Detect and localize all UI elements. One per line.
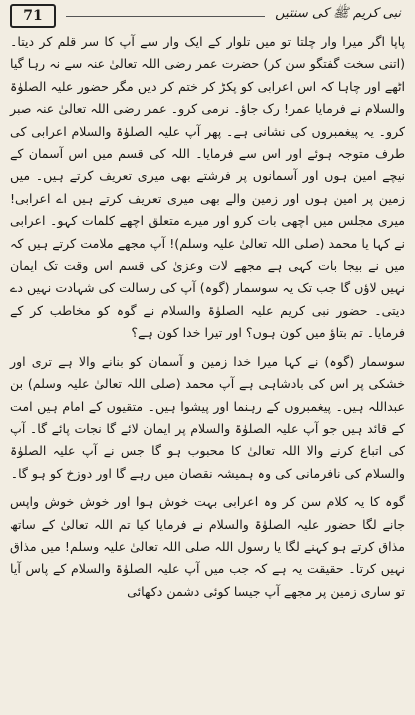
page-header bbox=[10, 4, 405, 26]
paragraph: پاپا اگر میرا وار چلتا تو میں تلوار کے ایک وار سے آپ کا سر قلم کر دیتا۔ (اتنی سخت گفتگو سن کر) حضرت عمر رضی اللہ تعالیٰ عنہ سے نہ رہا گیا اٹھے اور چاہا کہ اس اعرابی کو پکڑ کر ختم کر دیں مگر حضور علیہ الصلوٰۃ والسلام نے فرمایا عمر! رک جاؤ۔ نرمی کرو۔ عمر رضی اللہ تعالیٰ عنہ صبر کرو۔ یہ پیغمبروں کی نشانی ہے۔ پھر آپ علیہ الصلوٰۃ والسلام اعرابی کی طرف متوجہ ہوئے اور اس سے فرمایا۔ اللہ کی قسم میں اس آسمان کے نیچے امین ہوں اور آسمانوں پر فرشتے بھی میری تعریف کرتے ہیں۔ میں زمین پر امین ہوں اور زمین والے بھی میری تعریف کرتے ہیں اے اعرابی! میری مجلس میں اچھی بات کرو اور میرے متعلق اچھے کلمات کہو۔ اعرابی نے کہا یا محمد (صلی اللہ تعالیٰ علیہ وسلم)! آپ مجھے ملامت کرتے ہیں کہ میں نے بیجا بات کہی ہے مجھے لات وعزیٰ کی قسم اس وقت تک ایمان نہیں لاؤں گا جب تک یہ سوسمار (گوہ) آپ کی رسالت کی شہادت نہیں دے دیتی۔ حضور نبی کریم علیہ الصلوٰۃ والسلام نے گوہ کو مخاطب کر کے فرمایا۔ تم بتاؤ میں کون ہوں؟ اور تیرا خدا کون ہے؟ bbox=[10, 34, 405, 341]
page-body bbox=[10, 31, 405, 711]
page-number: 71 bbox=[10, 4, 56, 28]
paragraph: سوسمار (گوہ) نے کہا میرا خدا زمین و آسمان کو بنانے والا ہے تری اور خشکی پر اس کی بادشاہی ہے آپ محمد (صلی اللہ تعالیٰ علیہ وسلم) بن عبداللہ ہیں۔ پیغمبروں کے رہنما اور پیشوا ہیں۔ متقیوں کے امام ہیں امت کے قائد ہیں جو آپ علیہ الصلوٰۃ والسلام پر ایمان لائے گا نجات پائے گا۔ آپ کی اتباع کرنے والا اللہ تعالیٰ کا محبوب ہو گا جس نے آپ علیہ الصلوٰۃ والسلام کی نافرمانی کی وہ ہمیشہ نقصان میں رہے گا اور دوزخ کو ہو گا۔ bbox=[10, 353, 405, 481]
header-rule bbox=[66, 16, 265, 17]
running-title: نبی کریم ﷺ کی سنتیں bbox=[275, 6, 401, 21]
paragraph: گوہ کا یہ کلام سن کر وہ اعرابی بہت خوش ہوا اور خوش خوش واپس جانے لگا حضور علیہ الصلوٰۃ والسلام نے فرمایا کیا تم اللہ تعالیٰ کے ساتھ مذاق کرتے ہو کہنے لگا یا رسول اللہ صلی اللہ تعالیٰ علیہ وسلم! میں مذاق نہیں کرتا۔ حقیقت یہ ہے کہ جب میں آپ علیہ الصلوٰۃ والسلام کے پاس آیا تو ساری زمین پر مجھے آپ جیسا کوئی دشمن دکھائی bbox=[10, 494, 405, 599]
